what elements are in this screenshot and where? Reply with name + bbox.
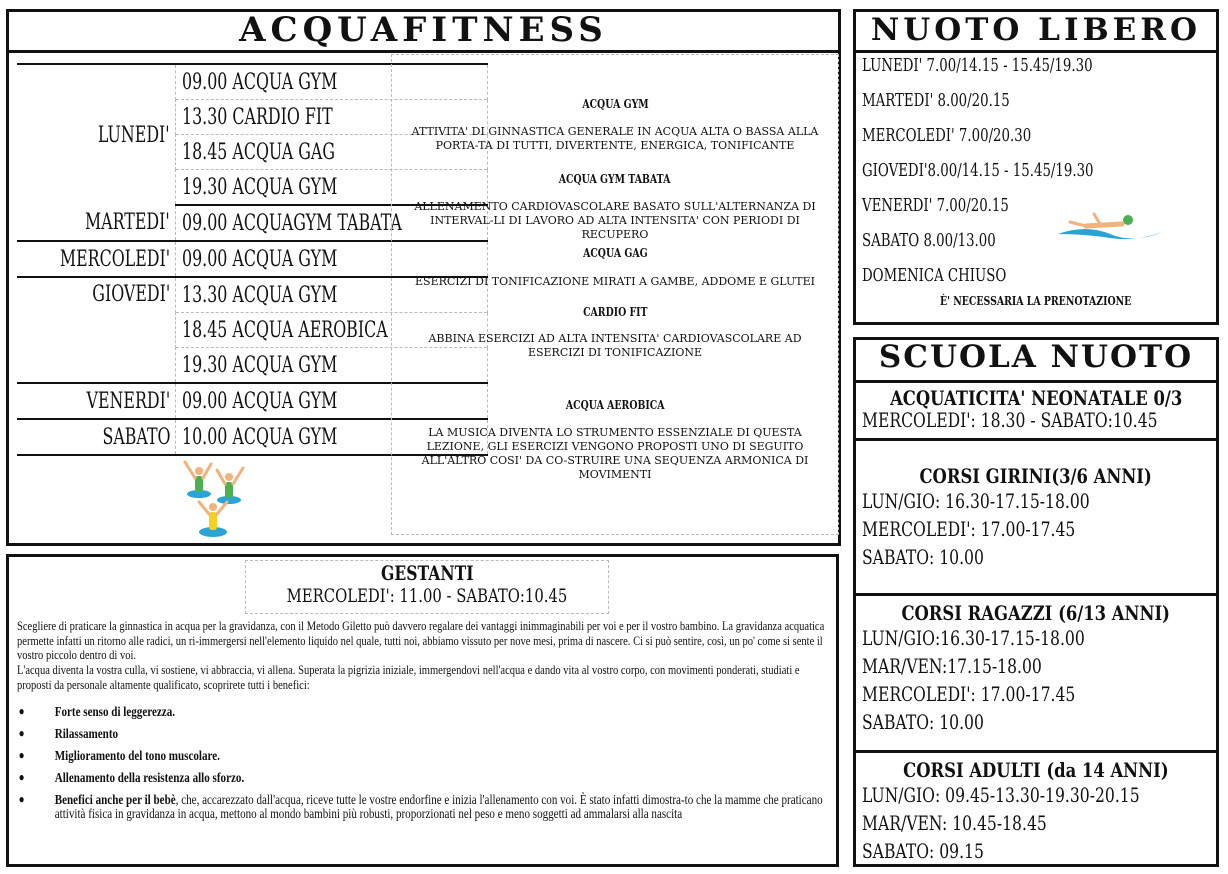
gestanti-title: GESTANTI xyxy=(380,561,474,585)
nuoto-libero-hours: SABATO 8.00/13.00 xyxy=(862,230,996,251)
course-section xyxy=(856,380,1216,441)
title-divider xyxy=(856,50,1216,53)
course-section xyxy=(856,593,1216,753)
booking-note: È' NECESSARIA LA PRENOTAZIONE xyxy=(940,294,1132,308)
scuola-nuoto-panel xyxy=(853,337,1219,867)
benefit-text: , che, accarezzato dall'acqua, riceve tutte le vostre endorfine e inizia l'allenamento con voi. È stato infatti dimostra-to che la mamme che praticano attività fisica in gravidanza in acqua, mettono al mondo bambini più robusti, proporzionati nel peso e meno soggetti ad ammalarsi alla nascita xyxy=(54,792,823,821)
schedule-class: 19.30 ACQUA GYM xyxy=(182,174,338,200)
nuoto-libero-hours: GIOVEDI'8.00/14.15 - 15.45/19.30 xyxy=(862,160,1094,181)
gestanti-header xyxy=(245,560,609,614)
desc-text: ABBINA ESERCIZI AD ALTA INTENSITA' CARDIOVASCOLARE AD ESERCIZI DI TONIFICAZIONE xyxy=(428,332,802,359)
benefit-item xyxy=(17,749,829,763)
desc-text: ATTIVITA' DI GINNASTICA GENERALE IN ACQUA ALTA O BASSA ALLA PORTA-TA DI TUTTI, DIVERTENTE, ENERGICA, TONIFICANTE xyxy=(411,125,819,152)
desc-text: ESERCIZI DI TONIFICAZIONE MIRATI A GAMBE, ADDOME E GLUTEI xyxy=(415,275,815,288)
course-heading: CORSI ADULTI (da 14 ANNI) xyxy=(903,758,1169,782)
benefit-title: Miglioramento del tono muscolare. xyxy=(54,748,220,763)
benefit-title: Rilassamento xyxy=(54,726,119,741)
benefit-item xyxy=(17,705,829,719)
acquafitness-title: ACQUAFITNESS xyxy=(239,10,608,50)
desc-text: LA MUSICA DIVENTA LO STRUMENTO ESSENZIALE DI QUESTA LEZIONE, GLI ESERCIZI VENGONO PROPOSTI UNO DI SEGUITO ALL'ALTRO COSI' DA CO-STRUIRE UNA SEQUENZA ARMONICA DI MOVIMENTI xyxy=(421,426,809,481)
schedule-day: VENERDI' xyxy=(86,388,171,414)
swimmer-icon xyxy=(1056,208,1164,248)
schedule-class: 09.00 ACQUA GYM xyxy=(182,246,338,272)
desc-title: ACQUA GYM xyxy=(581,97,649,111)
benefits-list xyxy=(17,705,829,829)
class-descriptions xyxy=(391,54,839,535)
benefit-item xyxy=(17,771,829,785)
schedule-class: 19.30 ACQUA GYM xyxy=(182,352,338,378)
course-schedule: SABATO: 09.15 xyxy=(862,839,984,863)
nuoto-libero-hours: VENERDI' 7.00/20.15 xyxy=(862,195,1009,216)
desc-text: ALLENAMENTO CARDIOVASCOLARE BASATO SULL'ALTERNANZA DI INTERVAL-LI DI LAVORO AD ALTA INTENSITA' CON PERIODI DI RECUPERO xyxy=(414,200,816,241)
benefit-item xyxy=(17,727,829,741)
synchronized-swimmers-icon xyxy=(177,452,257,542)
course-schedule: LUN/GIO:16.30-17.15-18.00 xyxy=(862,626,1085,650)
nuoto-libero-hours: LUNEDI' 7.00/14.15 - 15.45/19.30 xyxy=(862,55,1093,76)
schedule-class: 09.00 ACQUAGYM TABATA xyxy=(182,210,402,236)
desc-title: ACQUA AEROBICA xyxy=(565,398,665,412)
benefit-title: Forte senso di leggerezza. xyxy=(54,704,176,719)
desc-title: CARDIO FIT xyxy=(582,305,648,319)
paragraph: L'acqua diventa la vostra culla, vi sostiene, vi abbraccia, vi allena. Superata la pigrizia iniziale, immergendovi nell'acqua e dando vita al vostro corpo, con movimenti ponderati, studiati e proposti da personale altamente qualificato, scoprirete tutti i benefici: xyxy=(17,662,800,692)
nuoto-libero-hours: MARTEDI' 8.00/20.15 xyxy=(862,90,1010,111)
course-schedule: LUN/GIO: 16.30-17.15-18.00 xyxy=(862,489,1090,513)
course-schedule: MERCOLEDI': 17.00-17.45 xyxy=(862,517,1076,541)
nuoto-libero-hours: DOMENICA CHIUSO xyxy=(862,265,1007,286)
course-heading: ACQUATICITA' NEONATALE 0/3 xyxy=(889,386,1183,410)
course-schedule: MAR/VEN: 10.45-18.45 xyxy=(862,811,1047,835)
acquafitness-panel xyxy=(6,9,841,546)
course-schedule: MERCOLEDI': 17.00-17.45 xyxy=(862,682,1076,706)
gestanti-panel xyxy=(6,554,839,867)
schedule-day: GIOVEDI' xyxy=(92,282,171,307)
course-schedule: LUN/GIO: 09.45-13.30-19.30-20.15 xyxy=(862,783,1140,807)
course-schedule: SABATO: 10.00 xyxy=(862,710,984,734)
schedule-day: MARTEDI' xyxy=(85,210,171,235)
course-heading: CORSI RAGAZZI (6/13 ANNI) xyxy=(901,601,1171,625)
course-section xyxy=(856,750,1216,869)
nuoto-libero-title: NUOTO LIBERO xyxy=(870,12,1202,48)
schedule-class: 09.00 ACQUA GYM xyxy=(182,69,338,95)
course-schedule: SABATO: 10.00 xyxy=(862,545,984,569)
schedule-class: 18.45 ACQUA AEROBICA xyxy=(182,317,388,343)
scuola-nuoto-title: SCUOLA NUOTO xyxy=(878,339,1194,375)
schedule-class: 18.45 ACQUA GAG xyxy=(182,139,336,165)
gestanti-description xyxy=(17,619,835,693)
schedule-class: 09.00 ACQUA GYM xyxy=(182,388,338,414)
schedule-class: 13.30 ACQUA GYM xyxy=(182,282,338,308)
schedule-class: 13.30 CARDIO FIT xyxy=(182,104,333,130)
course-schedule: MERCOLEDI': 18.30 - SABATO:10.45 xyxy=(862,408,1158,432)
benefit-title: Allenamento della resistenza allo sforzo. xyxy=(54,770,245,785)
benefit-title: Benefici anche per il bebè xyxy=(54,792,176,807)
course-section xyxy=(856,438,1216,596)
schedule-class: 10.00 ACQUA GYM xyxy=(182,424,338,450)
course-schedule: MAR/VEN:17.15-18.00 xyxy=(862,654,1042,678)
nuoto-libero-hours: MERCOLEDI' 7.00/20.30 xyxy=(862,125,1032,146)
desc-title: ACQUA GYM TABATA xyxy=(559,172,671,186)
schedule-day: LUNEDI' xyxy=(98,122,171,148)
course-heading: CORSI GIRINI(3/6 ANNI) xyxy=(919,464,1153,488)
nuoto-libero-panel xyxy=(853,9,1219,325)
benefit-item xyxy=(17,793,829,821)
desc-title: ACQUA GAG xyxy=(582,246,648,260)
gestanti-schedule: MERCOLEDI': 11.00 - SABATO:10.45 xyxy=(286,585,568,607)
title-divider xyxy=(9,50,838,53)
schedule-day: MERCOLEDI' xyxy=(59,246,171,272)
schedule-day: SABATO xyxy=(102,424,171,450)
paragraph: Scegliere di praticare la ginnastica in acqua per la gravidanza, con il Metodo Giletto può davvero regalare dei vantaggi inimmaginabili per voi e per il vostro bambino. La gravidanza acquatica permette infatti un ritorno alle radici, un ri-immergersi nell'elemento liquido nel quale, tutti noi, abbiamo vissuto per nove mesi, prima di nascere. Ci si può sentire, così, un po' come si sente il vostro piccolo dentro di voi. xyxy=(17,618,825,663)
